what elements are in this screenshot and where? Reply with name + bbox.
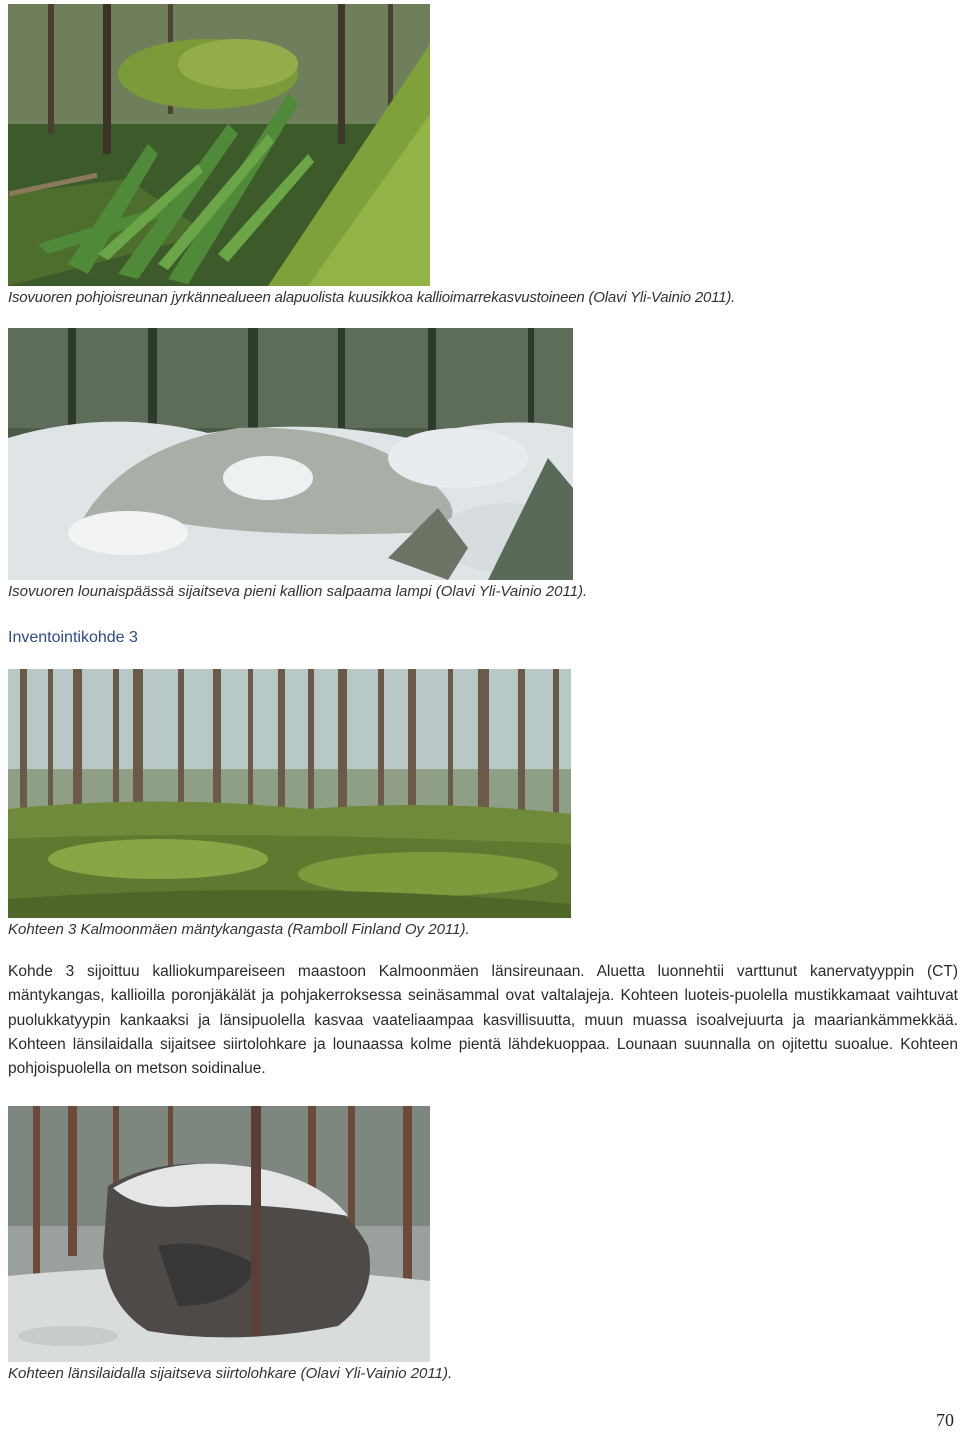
page-number: 70: [936, 1410, 954, 1430]
photo-caption: Kohteen länsilaidalla sijaitseva siirtolohkare (Olavi Yli-Vainio 2011).: [8, 1365, 453, 1382]
photo-caption: Isovuoren lounaispäässä sijaitseva pieni kallion salpaama lampi (Olavi Yli-Vainio 2011).: [8, 583, 588, 600]
photo-fern-spruce-forest: [8, 4, 430, 286]
photo-caption: Kohteen 3 Kalmoonmäen mäntykangasta (Ramboll Finland Oy 2011).: [8, 921, 470, 938]
photo-glacial-boulder: [8, 1106, 430, 1362]
body-sentence-intro: Kohde 3 sijoittuu kalliokumpareiseen maastoon Kalmoonmäen länsireunaan.: [8, 963, 585, 980]
body-sentence-rest: Aluetta luonnehtii varttunut kanervatyyppin (CT) mäntykangas, kallioilla poronjäkälät ja pohjakerroksessa seinäsammal ovat valtalajeja. Kohteen luoteis-puolella mustikkamaat vaihtuvat puolukkatyypin kankaaksi ja länsipuolella kasvaa vaateliaampaa kasvillisuutta, muun muassa isoalvejuurta ja maariankämmekkää. Kohteen länsilaidalla sijaitsee siirtolohkare ja lounaassa kolme pientä lähdekuoppaa. Lounaan suunnalla on ojitettu suoalue. Kohteen pohjoispuolella on metson soidinalue.: [8, 963, 958, 1078]
photo-frozen-pond: [8, 328, 573, 580]
photo-pine-heath: [8, 669, 571, 918]
photo-caption: Isovuoren pohjoisreunan jyrkännealueen alapuolista kuusikkoa kallioimarrekasvustoineen (Olavi Yli-Vainio 2011).: [8, 289, 736, 306]
section-heading: Inventointikohde 3: [8, 629, 138, 646]
body-paragraph: [8, 960, 958, 1081]
